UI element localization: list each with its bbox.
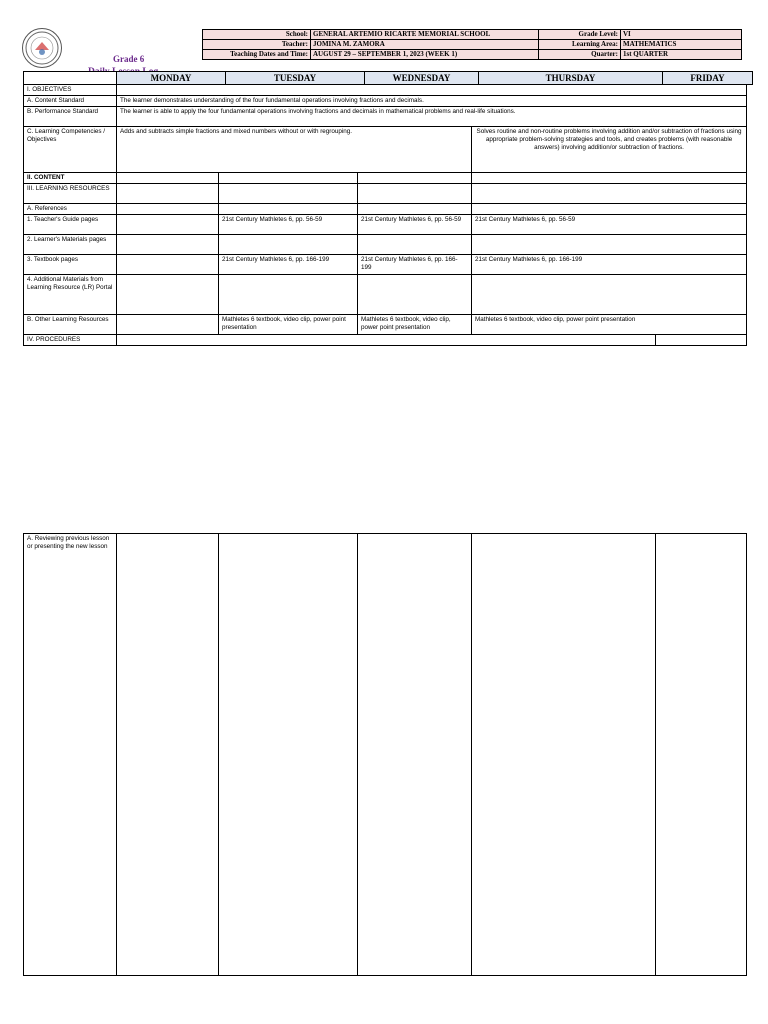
learning-resources-heading: III. LEARNING RESOURCES bbox=[24, 184, 117, 204]
content-mon bbox=[117, 173, 219, 184]
quarter-value: 1st QUARTER bbox=[621, 50, 742, 60]
school-label: School: bbox=[203, 30, 311, 40]
ref-tue bbox=[219, 204, 358, 215]
day-header-blank bbox=[24, 72, 117, 85]
grade-level-value: VI bbox=[621, 30, 742, 40]
competencies-label: C. Learning Competencies / Objectives bbox=[24, 127, 117, 173]
content-thu-fri bbox=[472, 173, 747, 184]
proc-mon-thu bbox=[117, 335, 656, 346]
tg-wed: 21st Century Mathletes 6, pp. 56-59 bbox=[358, 215, 472, 235]
lm-tue bbox=[219, 235, 358, 255]
teacher-value: JOMINA M. ZAMORA bbox=[311, 40, 539, 50]
learners-materials-label: 2. Learner's Materials pages bbox=[24, 235, 117, 255]
lm-wed bbox=[358, 235, 472, 255]
am-wed bbox=[358, 275, 472, 315]
am-tue bbox=[219, 275, 358, 315]
review-mon bbox=[117, 534, 219, 976]
teacher-label: Teacher: bbox=[203, 40, 311, 50]
review-fri bbox=[656, 534, 747, 976]
tg-thu-fri: 21st Century Mathletes 6, pp. 56-59 bbox=[472, 215, 747, 235]
content-tue bbox=[219, 173, 358, 184]
lr-wed bbox=[358, 184, 472, 204]
deped-seal-logo bbox=[22, 28, 62, 68]
performance-standard-label: B. Performance Standard bbox=[24, 107, 117, 127]
references-label: A. References bbox=[24, 204, 117, 215]
tb-mon bbox=[117, 255, 219, 275]
or-mon bbox=[117, 315, 219, 335]
review-tue bbox=[219, 534, 358, 976]
am-mon bbox=[117, 275, 219, 315]
day-monday: MONDAY bbox=[117, 72, 226, 85]
day-tuesday: TUESDAY bbox=[226, 72, 365, 85]
dates-value: AUGUST 29 – SEPTEMBER 1, 2023 (WEEK 1) bbox=[311, 50, 539, 60]
ref-wed bbox=[358, 204, 472, 215]
additional-materials-label: 4. Additional Materials from Learning Resource (LR) Portal bbox=[24, 275, 117, 315]
objectives-heading: I. OBJECTIVES bbox=[24, 85, 117, 96]
review-wed bbox=[358, 534, 472, 976]
school-value: GENERAL ARTEMIO RICARTE MEMORIAL SCHOOL bbox=[311, 30, 539, 40]
proc-fri bbox=[656, 335, 747, 346]
ref-thu-fri bbox=[472, 204, 747, 215]
competency-thu-fri: Solves routine and non-routine problems involving addition and/or subtraction of fractions using appropriate problem-solving strategies and tools, and creates problems (with reasonable answers) involving addition/or subtraction of fractions. bbox=[472, 127, 747, 173]
header-info-table bbox=[202, 29, 742, 60]
learning-area-label: Learning Area: bbox=[539, 40, 621, 50]
tb-wed: 21st Century Mathletes 6, pp. 166-199 bbox=[358, 255, 472, 275]
textbook-label: 3. Textbook pages bbox=[24, 255, 117, 275]
teachers-guide-label: 1. Teacher's Guide pages bbox=[24, 215, 117, 235]
tb-tue: 21st Century Mathletes 6, pp. 166-199 bbox=[219, 255, 358, 275]
ref-mon bbox=[117, 204, 219, 215]
tg-tue: 21st Century Mathletes 6, pp. 56-59 bbox=[219, 215, 358, 235]
day-thursday: THURSDAY bbox=[479, 72, 663, 85]
lesson-log-table bbox=[23, 84, 747, 346]
content-standard-label: A. Content Standard bbox=[24, 96, 117, 107]
day-friday: FRIDAY bbox=[663, 72, 753, 85]
day-header-row bbox=[23, 71, 753, 85]
other-resources-label: B. Other Learning Resources bbox=[24, 315, 117, 335]
tg-mon bbox=[117, 215, 219, 235]
or-thu-fri: Mathletes 6 textbook, video clip, power point presentation bbox=[472, 315, 747, 335]
am-thu-fri bbox=[472, 275, 747, 315]
or-tue: Mathletes 6 textbook, video clip, power point presentation bbox=[219, 315, 358, 335]
lr-thu-fri bbox=[472, 184, 747, 204]
performance-standard-value: The learner is able to apply the four fundamental operations involving fractions and decimals in mathematical problems and real-life situations. bbox=[117, 107, 747, 127]
dates-label: Teaching Dates and Time: bbox=[203, 50, 311, 60]
review-thu bbox=[472, 534, 656, 976]
competency-mon-wed: Adds and subtracts simple fractions and mixed numbers without or with regrouping. bbox=[117, 127, 472, 173]
content-standard-value: The learner demonstrates understanding of the four fundamental operations involving fractions and decimals. bbox=[117, 96, 747, 107]
or-wed: Mathletes 6 textbook, video clip, power point presentation bbox=[358, 315, 472, 335]
quarter-label: Quarter: bbox=[539, 50, 621, 60]
grade-title: Grade 6 bbox=[113, 54, 145, 64]
procedures-table bbox=[23, 533, 747, 976]
learning-area-value: MATHEMATICS bbox=[621, 40, 742, 50]
grade-level-label: Grade Level: bbox=[539, 30, 621, 40]
reviewing-lesson-label: A. Reviewing previous lesson or presenting the new lesson bbox=[24, 534, 117, 976]
lr-mon bbox=[117, 184, 219, 204]
day-wednesday: WEDNESDAY bbox=[365, 72, 479, 85]
content-heading: II. CONTENT bbox=[24, 173, 117, 184]
lm-thu-fri bbox=[472, 235, 747, 255]
content-wed bbox=[358, 173, 472, 184]
procedures-heading: IV. PROCEDURES bbox=[24, 335, 117, 346]
objectives-cell bbox=[117, 85, 747, 96]
tb-thu-fri: 21st Century Mathletes 6, pp. 166-199 bbox=[472, 255, 747, 275]
lr-tue bbox=[219, 184, 358, 204]
lm-mon bbox=[117, 235, 219, 255]
